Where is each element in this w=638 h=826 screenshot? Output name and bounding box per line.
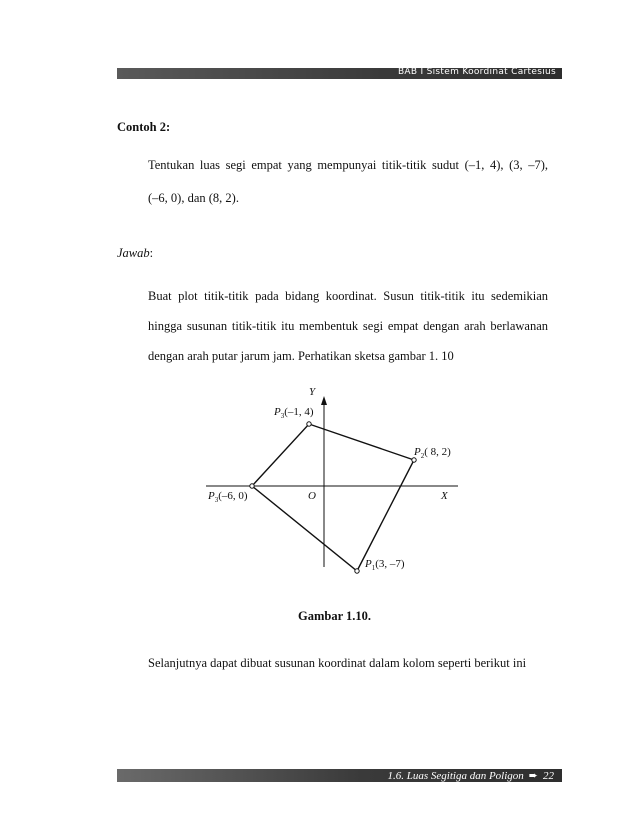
question-line-2: (–6, 0), dan (8, 2).	[148, 191, 239, 205]
page-number: 22	[543, 770, 554, 782]
point-label-p1: $P_1(3$, –7)	[365, 558, 405, 573]
point-p1-marker	[355, 569, 359, 573]
answer-line-2: hingga susunan titik-titik itu membentuk segi empat dengan arah berlawanan	[148, 319, 548, 333]
y-axis-arrowhead	[321, 396, 327, 405]
answer-line-3: dengan arah putar jarum jam. Perhatikan sketsa gambar 1. 10	[148, 349, 454, 363]
arrow-icon: ➨	[528, 770, 538, 782]
point-label-p3-left: $P_3(-6$, 0)	[208, 490, 248, 505]
footer-section: 1.6. Luas Segitiga dan Poligon	[387, 770, 524, 782]
y-axis-label: Y	[309, 386, 316, 398]
footer-bar	[117, 769, 562, 782]
point-p3-top-marker	[307, 422, 311, 426]
answer-label-text: Jawab	[117, 246, 150, 260]
point-p3-left-marker	[250, 484, 254, 488]
example-title: Contoh 2:	[117, 120, 171, 134]
chapter-header: BAB I Sistem Koordinat Cartesius	[397, 67, 556, 77]
footer-label	[388, 769, 555, 782]
figure-caption: Gambar 1.10.	[298, 609, 372, 623]
point-label-p2: $P_2$( 8, 2)	[414, 446, 451, 461]
answer-label-colon: :	[149, 246, 154, 260]
question-line-1: Tentukan luas segi empat yang mempunyai titik-titik sudut (–1, 4), (3, –7),	[148, 158, 548, 172]
origin-label: O	[308, 490, 316, 502]
x-axis-label: X	[441, 490, 448, 502]
quadrilateral	[252, 424, 414, 571]
answer-line-1: Buat plot titik-titik pada bidang koordinat. Susun titik-titik itu sedemikian	[148, 289, 548, 303]
point-label-p3-top: $P_3(-1$, 4)	[274, 406, 314, 421]
continuation-text: Selanjutnya dapat dibuat susunan koordinat dalam kolom seperti berikut ini	[148, 656, 527, 670]
